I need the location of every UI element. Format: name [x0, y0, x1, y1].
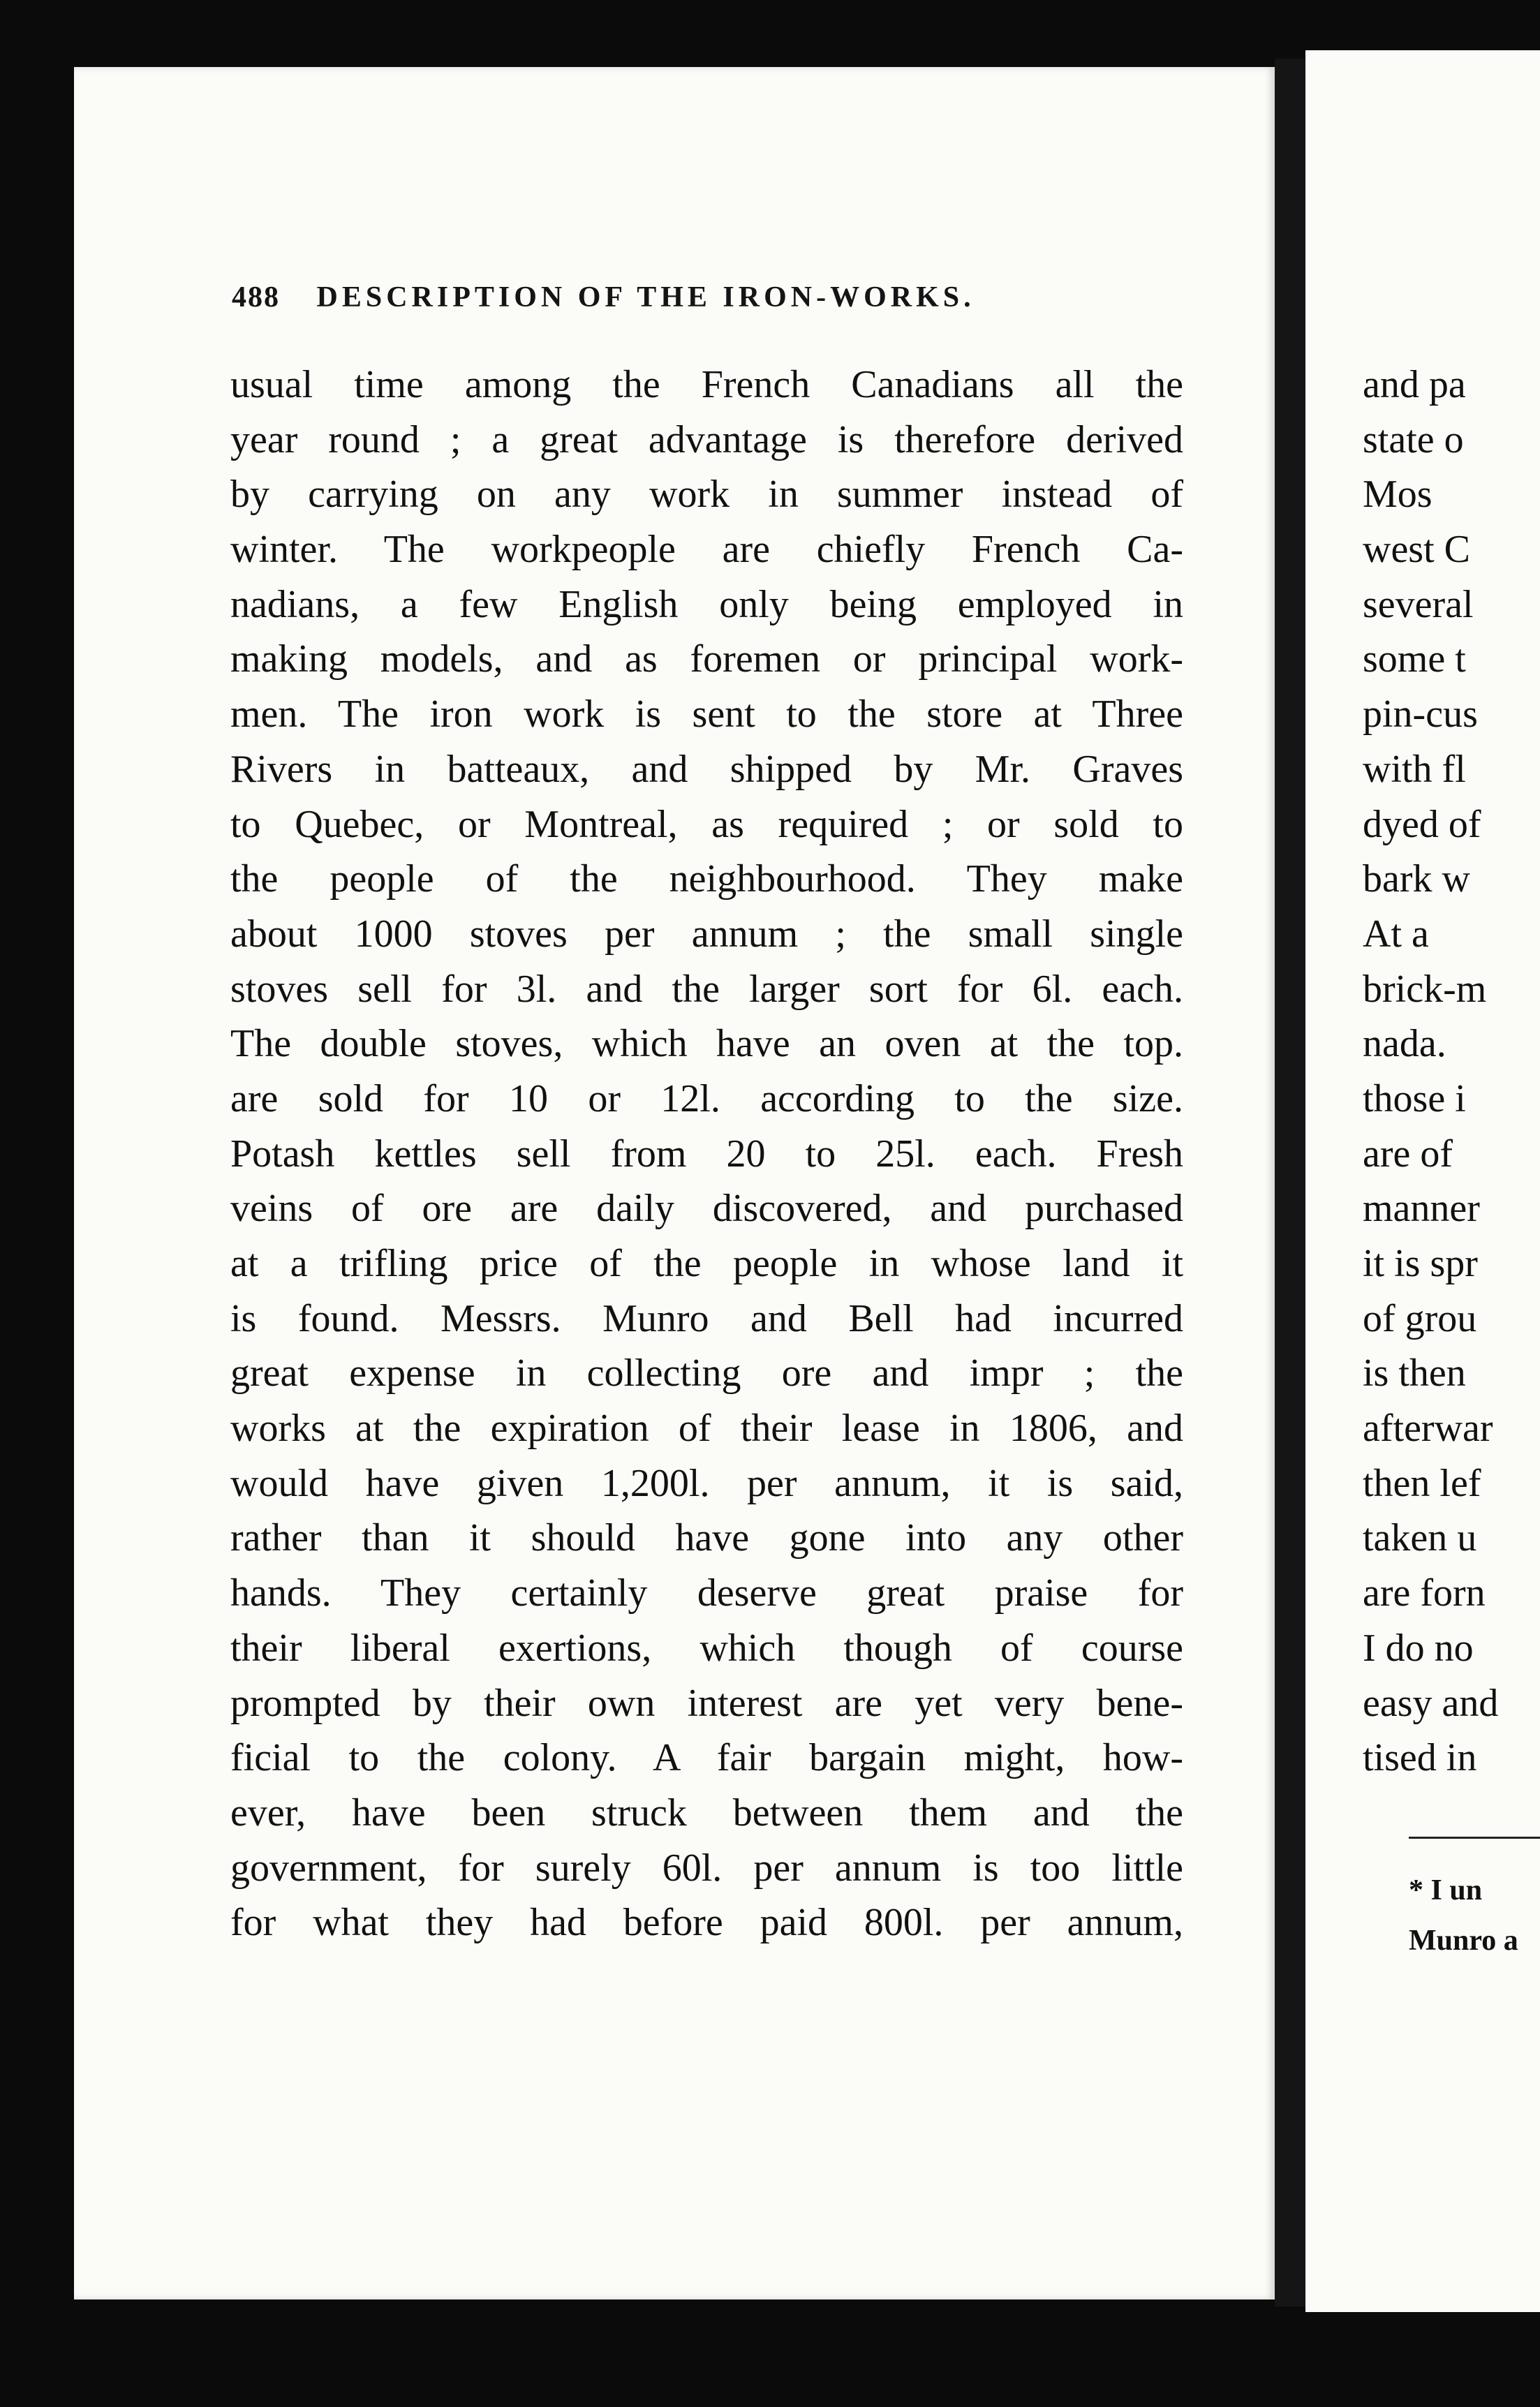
page-number: 488 [232, 281, 280, 313]
footnote-rule [1409, 1837, 1540, 1839]
text-line: are of [1363, 1132, 1453, 1176]
text-line: then lef [1363, 1461, 1481, 1505]
text-line: several [1363, 582, 1474, 626]
text-line: pin-cus [1363, 693, 1478, 736]
text-line: and pa [1363, 363, 1466, 406]
text-line: veins of ore are daily discovered, and purchased [230, 1187, 1183, 1231]
text-line: nadians, a few English only being employed in [230, 582, 1183, 626]
text-line: it is spr [1363, 1242, 1478, 1285]
text-line: manner [1363, 1187, 1480, 1231]
text-line: bark w [1363, 857, 1470, 901]
running-title: DESCRIPTION OF THE IRON-WORKS. [316, 281, 975, 313]
text-line: I do no [1363, 1626, 1474, 1670]
text-line: west C [1363, 528, 1470, 572]
text-line: is found. Messrs. Munro and Bell had incurred [230, 1296, 1183, 1340]
text-line: brick-m [1363, 967, 1487, 1011]
text-line: their liberal exertions, which though of course [230, 1626, 1183, 1670]
text-line: year round ; a great advantage is therefore derived [230, 417, 1183, 461]
text-line: government, for surely 60l. per annum is too little [230, 1846, 1183, 1890]
text-line: stoves sell for 3l. and the larger sort for 6l. each. [230, 967, 1183, 1011]
text-line: for what they had before paid 800l. per annum, [230, 1901, 1183, 1945]
text-line: is then [1363, 1351, 1466, 1395]
text-line: The double stoves, which have an oven at the top. [230, 1022, 1183, 1066]
book-gutter [1275, 59, 1305, 2306]
text-line: taken u [1363, 1516, 1477, 1560]
text-line: are sold for 10 or 12l. according to the size. [230, 1076, 1183, 1120]
text-line: rather than it should have gone into any other [230, 1516, 1183, 1560]
text-line: some t [1363, 637, 1466, 681]
text-line: easy and [1363, 1681, 1499, 1725]
text-line: works at the expiration of their lease in 1806, and [230, 1407, 1183, 1451]
text-line: Mos [1363, 473, 1432, 517]
text-line: dyed of [1363, 802, 1481, 846]
text-line: at a trifling price of the people in whose land it [230, 1242, 1183, 1285]
text-line: afterwar [1363, 1407, 1493, 1451]
text-line: to Quebec, or Montreal, as required ; or sold to [230, 802, 1183, 846]
text-line: hands. They certainly deserve great praise for [230, 1571, 1183, 1615]
text-line: Potash kettles sell from 20 to 25l. each. Fresh [230, 1132, 1183, 1176]
text-line: the people of the neighbourhood. They make [230, 857, 1183, 901]
text-line: prompted by their own interest are yet very bene- [230, 1681, 1183, 1725]
text-line: winter. The workpeople are chiefly French Ca- [230, 528, 1183, 572]
text-line: would have given 1,200l. per annum, it is said, [230, 1461, 1183, 1505]
text-line: men. The iron work is sent to the store at Three [230, 693, 1183, 736]
text-line: ever, have been struck between them and the [230, 1791, 1183, 1835]
right-page-footnote [1409, 1865, 1540, 1966]
text-line: with fl [1363, 747, 1466, 791]
footnote-line: * I un [1409, 1874, 1483, 1906]
text-line: those i [1363, 1076, 1466, 1120]
right-page [1305, 50, 1540, 2312]
text-line: Rivers in batteaux, and shipped by Mr. Graves [230, 747, 1183, 791]
left-page-text [230, 357, 1183, 1950]
text-line: tised in [1363, 1736, 1477, 1780]
text-line: about 1000 stoves per annum ; the small single [230, 912, 1183, 956]
text-line: usual time among the French Canadians all the [230, 363, 1183, 406]
text-line: making models, and as foremen or principal work- [230, 637, 1183, 681]
footnote-line: Munro a [1409, 1925, 1518, 1957]
running-head [232, 281, 975, 314]
text-line: nada. [1363, 1022, 1446, 1066]
text-line: great expense in collecting ore and impr ; the [230, 1351, 1183, 1395]
text-line: by carrying on any work in summer instead of [230, 473, 1183, 517]
text-line: state o [1363, 417, 1464, 461]
text-line: are forn [1363, 1571, 1486, 1615]
text-line: ficial to the colony. A fair bargain might, how- [230, 1736, 1183, 1780]
text-line: of grou [1363, 1296, 1477, 1340]
text-line: At a [1363, 912, 1429, 956]
right-page-text [1363, 357, 1540, 1786]
